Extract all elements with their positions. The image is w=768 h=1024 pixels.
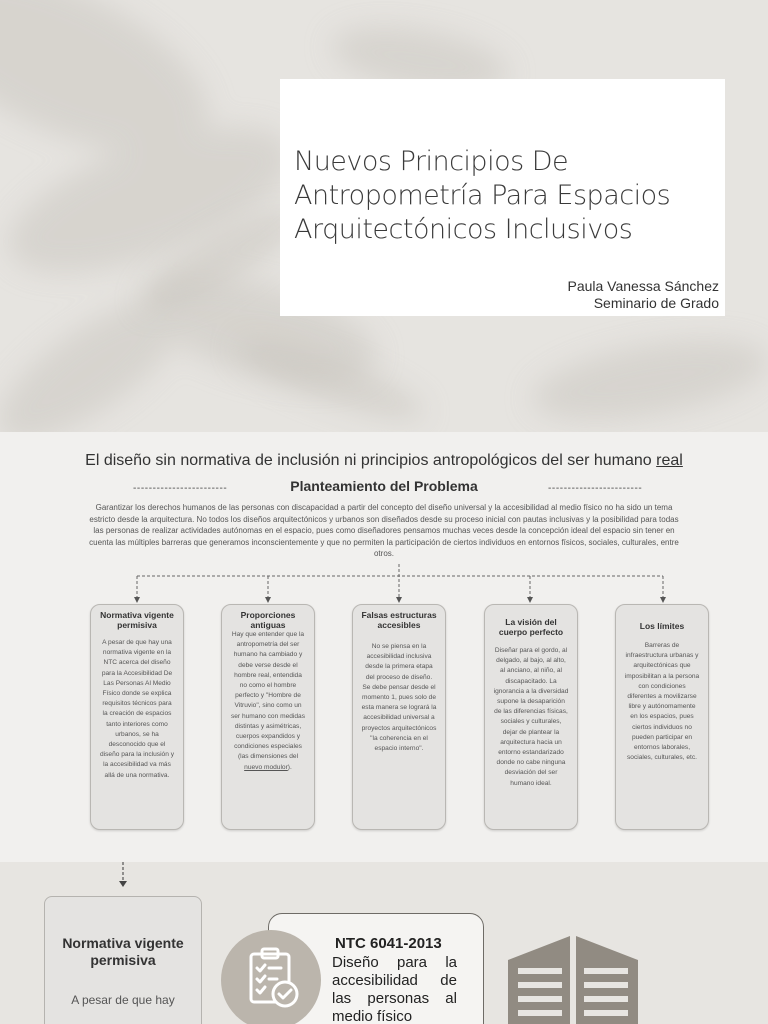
card-title: Proporciones antiguas: [240, 610, 296, 630]
hero-section: [0, 0, 768, 432]
problem-card-normativa: [90, 604, 184, 830]
card-body: Diseñar para el gordo, al delgado, al bajo, al alto, al anciano, al niño, al discapacitado. La ignorancia a la diversidad supone la desaparición de las diferencias físicas, sociales y culturales, dejar de plantear la arquitectura hacia un entorno estandarizado donde no cabe ninguna desviación del ser humano ideal.: [493, 647, 569, 787]
checklist-icon: [221, 930, 321, 1024]
headline-text: El diseño sin normativa de inclusión ni principios antropológicos del ser humano: [85, 452, 652, 469]
dash-divider-right: ------------------------: [548, 483, 643, 494]
card-body-text: Hay que entender que la antropometría del ser humano ha cambiado y debe verse desde el hombre real, entendida no como el hombre perfecto y "Hombre de Vitruvio", sino como un ser humano con medidas distintas y asimétricas, cuerpos expandidos y condiciones especiales (las dimensiones del: [230, 631, 306, 761]
problem-card-falsas-estructuras: [352, 604, 446, 830]
author-block: [567, 278, 719, 312]
section-title: Planteamiento del Problema: [290, 478, 478, 494]
problem-intro-text: Garantizar los derechos humanos de las personas con discapacidad a partir del concepto del diseño universal y la accesibilidad al medio físico no ha sido un tema estricto desde la arquitectura. No todos los diseños arquitectónicos y urbanos son diseñados desde su proceso inicial con pautas inclusivas y la posibilidad para todas las personas de realizar actividades autónomas en el espacio, pues como diseñadores pensamos muchas veces desde la concepción ideal del espacio sin tener en cuenta las múltiples barreras que generamos inconscientemente y que no permiten la participación de ciertos individuos en entornos físicos, sociales, culturales, entre otros.: [89, 503, 679, 558]
course-name: Seminario de Grado: [593, 295, 719, 311]
nuevo-modulor-link[interactable]: nuevo modulor: [244, 763, 288, 771]
ntc-description: Diseño para la accesibilidad de las personas al medio físico: [332, 954, 457, 1024]
card-body: [222, 630, 314, 773]
detail-card-title: Normativa vigente permisiva: [62, 935, 184, 968]
normativa-detail-card: [44, 896, 202, 1024]
ntc-title: NTC 6041-2013: [335, 935, 442, 952]
card-body-end: ).: [287, 763, 292, 771]
building-icon: [508, 936, 640, 1024]
headline-underlined-word: real: [656, 452, 683, 469]
problem-card-proporciones: [221, 604, 315, 830]
card-title: Los límites: [639, 621, 685, 631]
author-name: Paula Vanessa Sánchez: [567, 278, 719, 294]
problem-card-cuerpo-perfecto: [484, 604, 578, 830]
dash-divider-left: ------------------------: [133, 483, 228, 494]
card-title: Falsas estructuras accesibles: [361, 610, 437, 630]
detail-card-body: A pesar de que hay: [71, 993, 175, 1007]
card-title: Normativa vigente permisiva: [100, 610, 174, 630]
card-title: La visión del cuerpo perfecto: [498, 617, 564, 637]
problem-section: [0, 432, 768, 862]
card-body: No se piensa en la accesibilidad inclusiva desde la primera etapa del proceso de diseño. Se debe pensar desde el momento 1, pues solo de esta manera se logrará la accesibilidad universal a proyectos arquitectónicos "la coherencia en el espacio interno".: [361, 643, 437, 753]
detail-section: [0, 862, 768, 1024]
document-title: Nuevos Principios De Antropometría Para Espacios Arquitectónicos Inclusivos: [294, 146, 671, 245]
card-body: Barreras de infraestructura urbanas y arquitectónicas que imposibilitan a la persona con condiciones diferentes a movilizarse libre y autónomamente en los espacios, pues ciertos individuos no pueden participar en entornos laborales, sociales, culturales, etc.: [624, 642, 700, 762]
title-card: [280, 79, 725, 316]
problem-card-limites: [615, 604, 709, 830]
card-body: A pesar de que hay una normativa vigente en la NTC acerca del diseño para la Accesibilidad De Las Personas Al Medio Físico donde se explica requisitos técnicos para la creación de espacios tanto interiores como urbanos, se ha desconocido que el diseño para la inclusión y la accesibilidad va más allá de una normativa.: [99, 639, 175, 779]
